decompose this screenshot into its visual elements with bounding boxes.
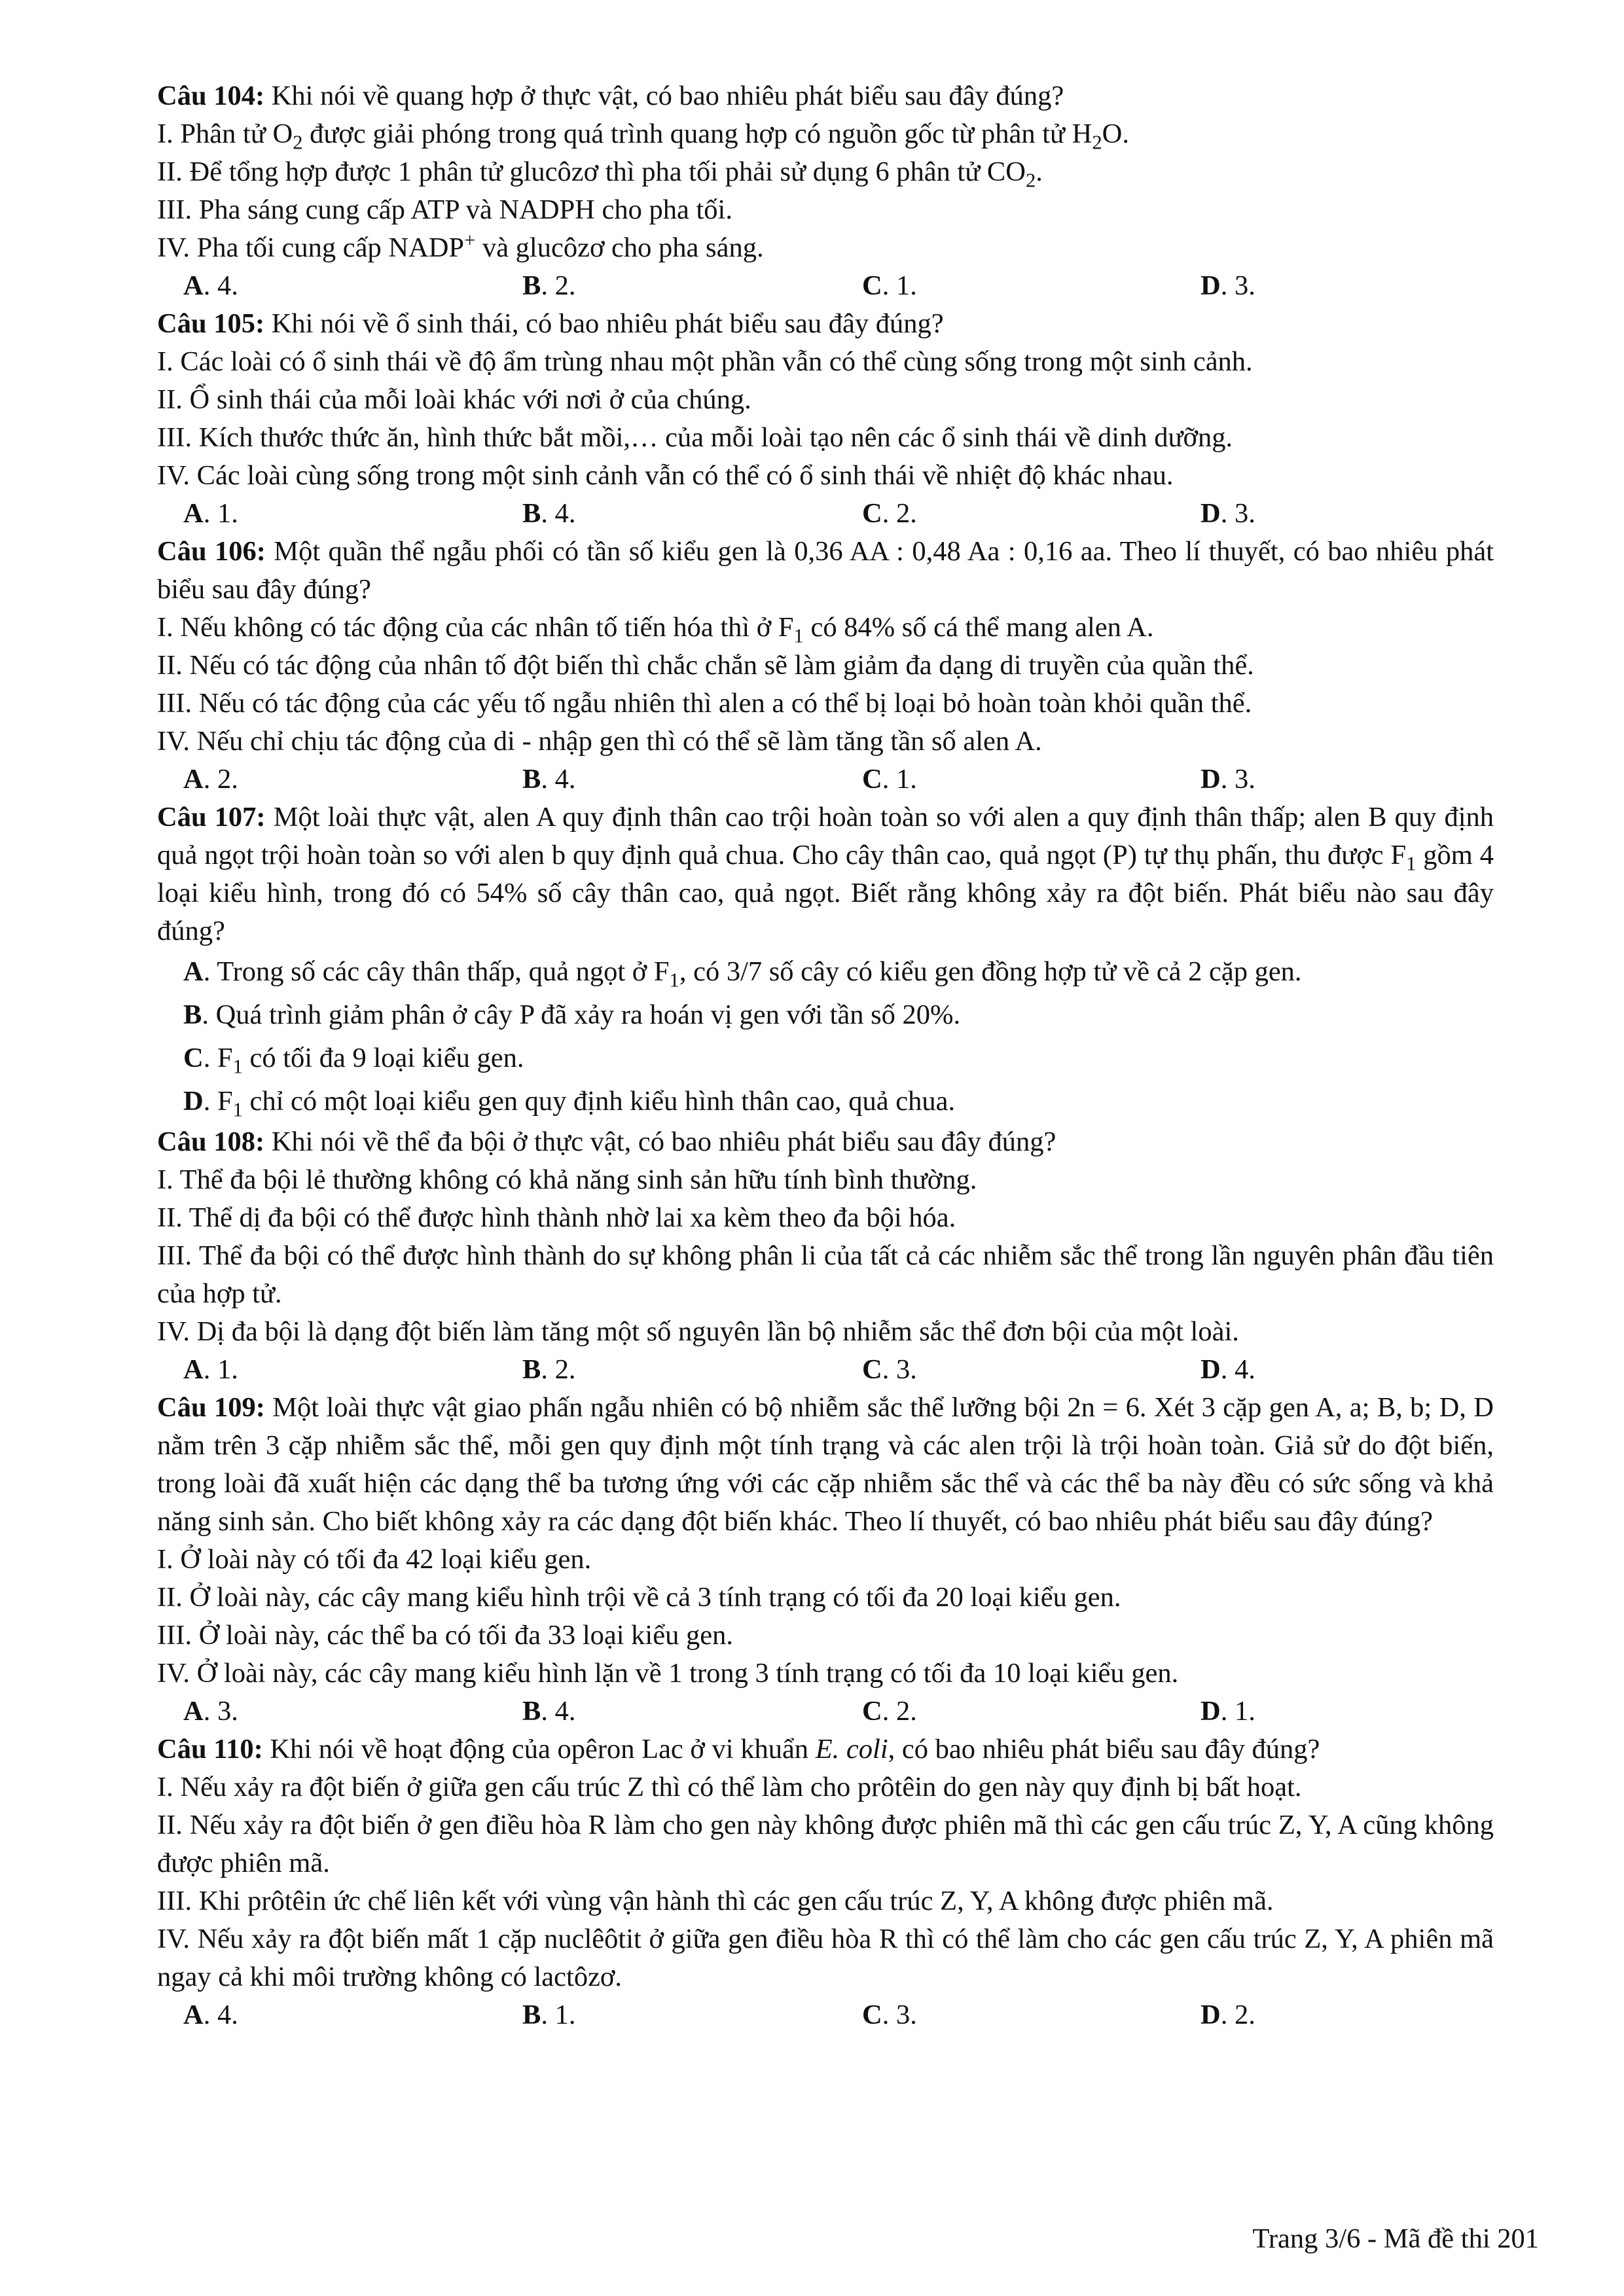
option-b[interactable]: B. 4. — [522, 1696, 576, 1727]
option-b[interactable]: B. Quá trình giảm phân ở cây P đã xảy ra hoán vị gen với tần số 20%. — [183, 999, 961, 1030]
option-a[interactable]: A. 3. — [183, 1696, 238, 1727]
statement-ii: II. Nếu có tác động của nhân tố đột biến thì chắc chắn sẽ làm giảm đa dạng di truyền của quần thể. — [157, 650, 1254, 681]
exam-page — [157, 77, 1494, 2034]
question-stem: Câu 106: Một quần thể ngẫu phối có tần số kiểu gen là 0,36 AA : 0,48 Aa : 0,16 aa. Theo lí thuyết, có bao nhiêu phát biểu sau đây đúng? — [157, 536, 1494, 605]
question-105 — [157, 305, 1494, 533]
option-b[interactable]: B. 2. — [522, 1354, 576, 1385]
option-d[interactable]: D. 3. — [1200, 498, 1255, 529]
question-110 — [157, 1731, 1494, 2034]
statement-ii: II. Ở loài này, các cây mang kiểu hình trội về cả 3 tính trạng có tối đa 20 loại kiểu gen. — [157, 1582, 1121, 1613]
question-label: Câu 110: — [157, 1734, 263, 1765]
option-d[interactable]: D. 4. — [1200, 1354, 1255, 1385]
question-104 — [157, 77, 1494, 305]
statement-i: I. Phân tử $O_2$ được giải phóng trong quá trình quang hợp có nguồn gốc từ phân tử $H_2O$. — [157, 118, 1129, 154]
statement-iv: IV. Nếu chỉ chịu tác động của di - nhập gen thì có thể sẽ làm tăng tần số alen A. — [157, 726, 1042, 757]
question-label: Câu 108: — [157, 1126, 265, 1157]
option-c[interactable]: C. 1. — [862, 270, 917, 301]
statement-iii: III. Pha sáng cung cấp ATP và NADPH cho pha tối. — [157, 194, 732, 225]
option-a[interactable]: A. Trong số các cây thân thấp, quả ngọt ở $F_1$, có 3/7 số cây có kiểu gen đồng hợp tử về cả 2 cặp gen. — [183, 956, 1302, 992]
option-a[interactable]: A. 4. — [183, 270, 238, 301]
statement-ii: II. Để tổng hợp được 1 phân tử glucôzơ thì pha tối phải sử dụng 6 phân tử $CO_2$. — [157, 156, 1043, 192]
statement-ii: II. Ổ sinh thái của mỗi loài khác với nơi ở của chúng. — [157, 384, 751, 415]
option-d[interactable]: D. 2. — [1200, 2000, 1255, 2030]
answer-options — [157, 1996, 1494, 2034]
statement-iii: III. Khi prôtêin ức chế liên kết với vùng vận hành thì các gen cấu trúc Z, Y, A không được phiên mã. — [157, 1886, 1274, 1916]
statement-ii: II. Nếu xảy ra đột biến ở gen điều hòa R làm cho gen này không được phiên mã thì các gen cấu trúc Z, Y, A cũng không được phiên mã. — [157, 1810, 1494, 1878]
question-label: Câu 104: — [157, 81, 265, 111]
option-d[interactable]: D. 1. — [1200, 1696, 1255, 1727]
option-b[interactable]: B. 4. — [522, 498, 576, 529]
question-stem: Câu 108: Khi nói về thể đa bội ở thực vật, có bao nhiêu phát biểu sau đây đúng? — [157, 1126, 1056, 1157]
answer-options — [157, 495, 1494, 533]
statement-iv: IV. Pha tối cung cấp NADP+ và glucôzơ cho pha sáng. — [157, 228, 764, 263]
statement-iv: IV. Các loài cùng sống trong một sinh cảnh vẫn có thể có ổ sinh thái về nhiệt độ khác nhau. — [157, 460, 1174, 491]
question-label: Câu 106: — [157, 536, 266, 567]
question-stem: Câu 105: Khi nói về ổ sinh thái, có bao nhiêu phát biểu sau đây đúng? — [157, 308, 944, 339]
option-c[interactable]: C. 3. — [862, 1354, 917, 1385]
option-d[interactable]: D. 3. — [1200, 270, 1255, 301]
answer-options — [157, 1351, 1494, 1389]
statement-i: I. Thể đa bội lẻ thường không có khả năng sinh sản hữu tính bình thường. — [157, 1164, 977, 1195]
question-label: Câu 105: — [157, 308, 265, 339]
question-label: Câu 107: — [157, 802, 266, 833]
option-d[interactable]: D. 3. — [1200, 764, 1255, 795]
option-b[interactable]: B. 4. — [522, 764, 576, 795]
answer-options — [157, 267, 1494, 305]
option-b[interactable]: B. 1. — [522, 2000, 576, 2030]
question-stem: Câu 107: Một loài thực vật, alen A quy định thân cao trội hoàn toàn so với alen a quy định thân thấp; alen B quy định quả ngọt trội hoàn toàn so với alen b quy định quả chua. Cho cây thân cao, quả ngọt (P) tự thụ phấn, thu được $F_1$ gồm 4 loại kiểu hình, trong đó có 54% số cây thân cao, quả ngọt. Biết rằng không xảy ra đột biến. Phát biểu nào sau đây đúng? — [157, 802, 1494, 946]
question-stem: Câu 109: Một loài thực vật giao phấn ngẫu nhiên có bộ nhiễm sắc thể lưỡng bội 2n = 6. Xét 3 cặp gen A, a; B, b; D, D nằm trên 3 cặp nhiễm sắc thể, mỗi gen quy định một tính trạng và các alen trội là trội hoàn toàn. Giả sử do đột biến, trong loài đã xuất hiện các dạng thể ba tương ứng với các cặp nhiễm sắc thể và các thể ba này đều có sức sống và khả năng sinh sản. Cho biết không xảy ra các dạng đột biến khác. Theo lí thuyết, có bao nhiêu phát biểu sau đây đúng? — [157, 1392, 1494, 1537]
statement-i: I. Nếu không có tác động của các nhân tố tiến hóa thì ở $F_1$ có 84% số cá thể mang alen A. — [157, 612, 1154, 647]
statement-i: I. Các loài có ổ sinh thái về độ ẩm trùng nhau một phần vẫn có thể cùng sống trong một sinh cảnh. — [157, 346, 1253, 377]
option-a[interactable]: A. 4. — [183, 2000, 238, 2030]
option-a[interactable]: A. 2. — [183, 764, 238, 795]
question-label: Câu 109: — [157, 1392, 265, 1423]
option-c[interactable]: C. 1. — [862, 764, 917, 795]
question-109 — [157, 1389, 1494, 1731]
option-c[interactable]: C. 3. — [862, 2000, 917, 2030]
option-a[interactable]: A. 1. — [183, 1354, 238, 1385]
statement-iii: III. Nếu có tác động của các yếu tố ngẫu nhiên thì alen a có thể bị loại bỏ hoàn toàn khỏi quần thể. — [157, 688, 1252, 719]
page-footer: Trang 3/6 - Mã đề thi 201 — [1252, 2223, 1539, 2254]
answer-options — [157, 1693, 1494, 1731]
question-107 — [157, 798, 1494, 1123]
statement-i: I. Nếu xảy ra đột biến ở giữa gen cấu trúc Z thì có thể làm cho prôtêin do gen này quy định bị bất hoạt. — [157, 1772, 1302, 1803]
question-stem: Câu 110: Khi nói về hoạt động của opêron Lac ở vi khuẩn E. coli, có bao nhiêu phát biểu sau đây đúng? — [157, 1734, 1320, 1765]
statement-iii: III. Ở loài này, các thể ba có tối đa 33 loại kiểu gen. — [157, 1620, 733, 1651]
statement-iii: III. Thể đa bội có thể được hình thành do sự không phân li của tất cả các nhiễm sắc thể trong lần nguyên phân đầu tiên của hợp tử. — [157, 1240, 1494, 1309]
statement-i: I. Ở loài này có tối đa 42 loại kiểu gen. — [157, 1544, 592, 1575]
statement-iv: IV. Dị đa bội là dạng đột biến làm tăng một số nguyên lần bộ nhiễm sắc thể đơn bội của một loài. — [157, 1316, 1239, 1347]
question-stem: Câu 104: Khi nói về quang hợp ở thực vật, có bao nhiêu phát biểu sau đây đúng? — [157, 81, 1064, 111]
statement-ii: II. Thể dị đa bội có thể được hình thành nhờ lai xa kèm theo đa bội hóa. — [157, 1202, 956, 1233]
option-d[interactable]: D. $F_1$ chỉ có một loại kiểu gen quy định kiểu hình thân cao, quả chua. — [183, 1086, 956, 1121]
option-c[interactable]: C. $F_1$ có tối đa 9 loại kiểu gen. — [183, 1043, 524, 1078]
question-108 — [157, 1123, 1494, 1389]
question-106 — [157, 533, 1494, 798]
option-a[interactable]: A. 1. — [183, 498, 238, 529]
statement-iv: IV. Ở loài này, các cây mang kiểu hình lặn về 1 trong 3 tính trạng có tối đa 10 loại kiểu gen. — [157, 1658, 1179, 1689]
option-c[interactable]: C. 2. — [862, 498, 917, 529]
option-b[interactable]: B. 2. — [522, 270, 576, 301]
option-c[interactable]: C. 2. — [862, 1696, 917, 1727]
statement-iii: III. Kích thước thức ăn, hình thức bắt mồi,… của mỗi loài tạo nên các ổ sinh thái về dinh dưỡng. — [157, 422, 1233, 453]
statement-iv: IV. Nếu xảy ra đột biến mất 1 cặp nuclêôtit ở giữa gen điều hòa R thì có thể làm cho các gen cấu trúc Z, Y, A phiên mã ngay cả khi môi trường không có lactôzơ. — [157, 1924, 1494, 1992]
answer-options — [157, 761, 1494, 798]
